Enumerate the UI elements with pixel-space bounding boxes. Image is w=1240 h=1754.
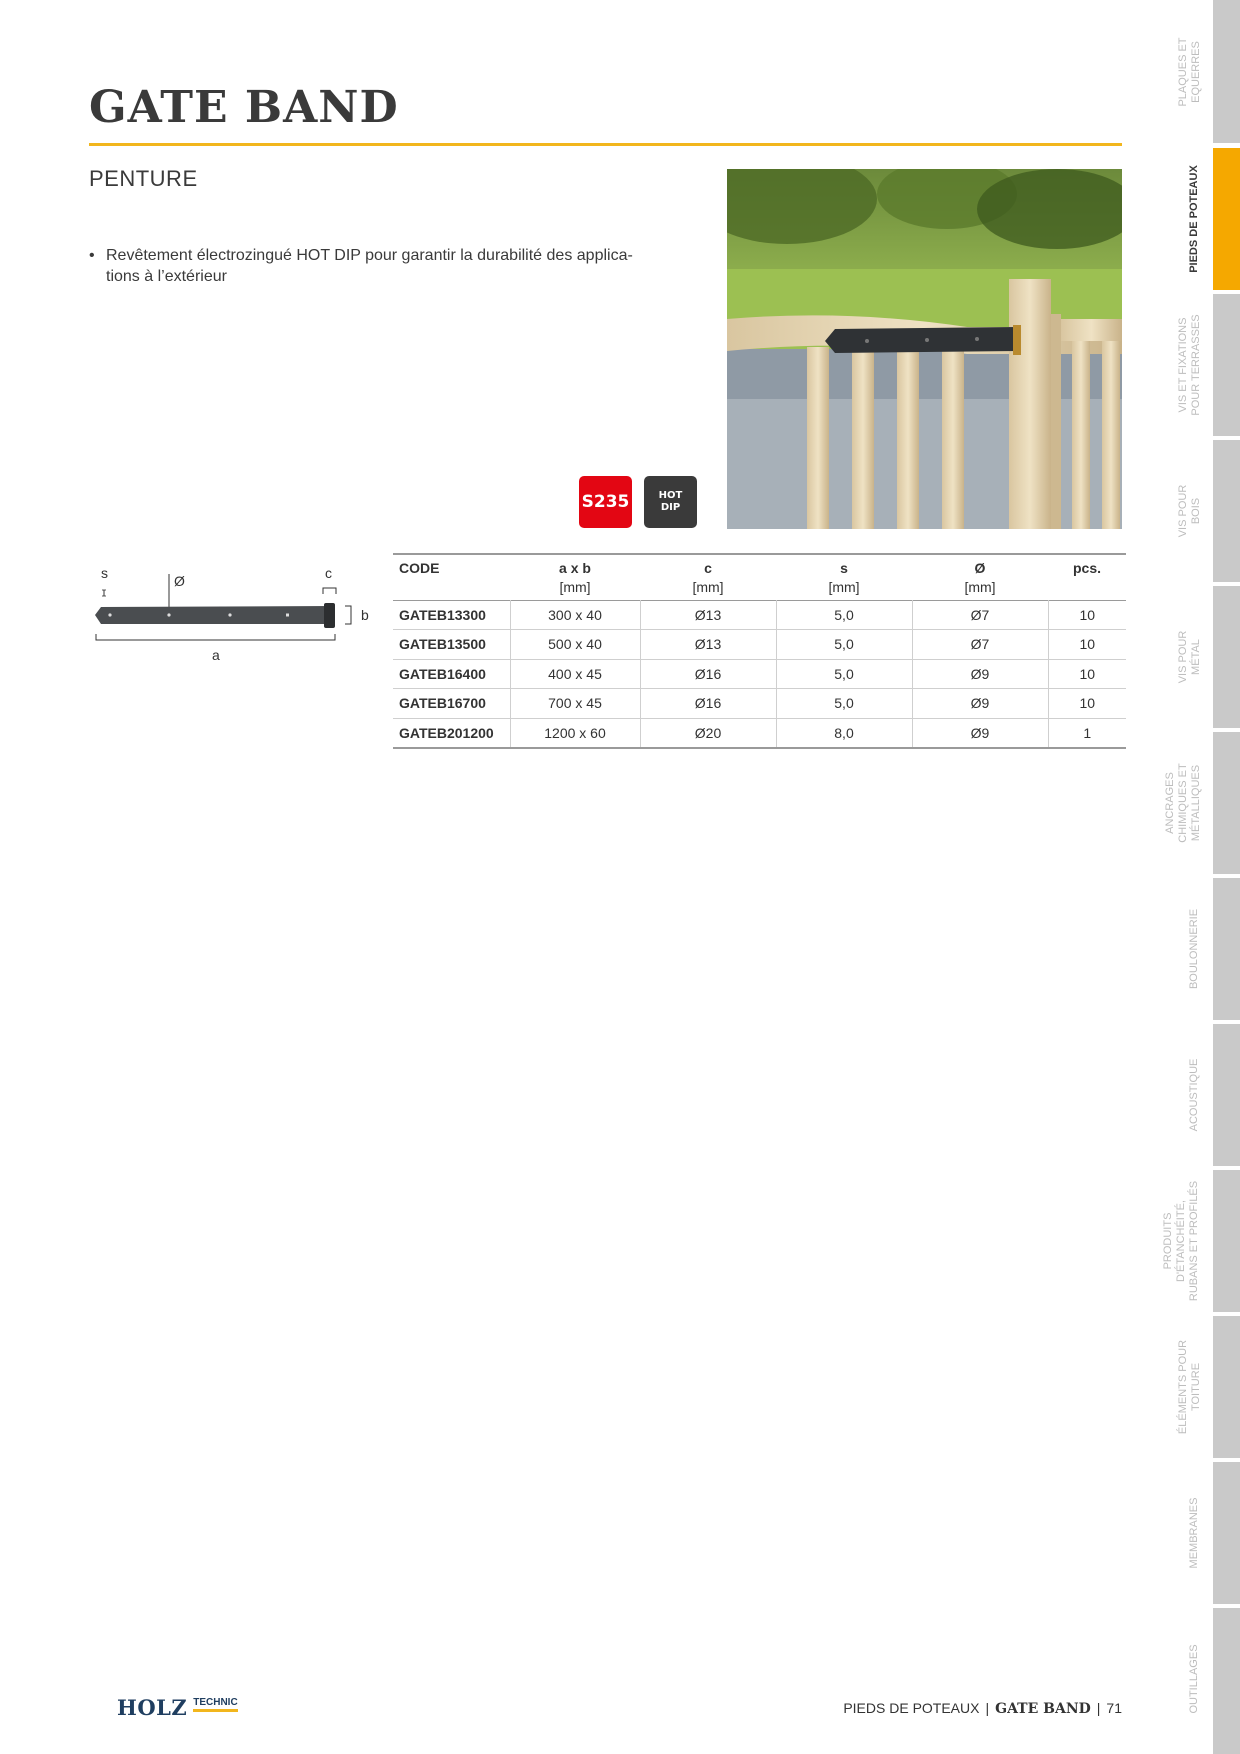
sidebar-label[interactable]: OUTILLAGES bbox=[1187, 1644, 1200, 1714]
cell-pcs: 10 bbox=[1048, 689, 1126, 719]
sidebar-item-boulonnerie[interactable] bbox=[1213, 878, 1240, 1020]
title-divider bbox=[89, 143, 1122, 146]
sidebar-label[interactable]: VIS POUR BOIS bbox=[1177, 484, 1202, 538]
product-code: GATEB13300 bbox=[393, 600, 510, 630]
cell-diameter: Ø9 bbox=[912, 659, 1048, 689]
sidebar-item-membranes[interactable] bbox=[1213, 1462, 1240, 1604]
sidebar-label[interactable]: ÉLÉMENTS POUR TOITURE bbox=[1177, 1339, 1202, 1435]
col-header-pcs: pcs. bbox=[1072, 559, 1101, 576]
sidebar-item-outillages[interactable] bbox=[1213, 1608, 1240, 1754]
sidebar-item-ancrages[interactable] bbox=[1213, 732, 1240, 874]
sidebar-label[interactable]: BOULONNERIE bbox=[1187, 908, 1200, 990]
gate-band-diagram bbox=[93, 558, 378, 668]
table-row bbox=[393, 659, 1126, 689]
sidebar-item-plaques[interactable] bbox=[1213, 0, 1240, 143]
table-row bbox=[393, 718, 1126, 748]
page-number: 71 bbox=[1106, 1700, 1122, 1716]
cell-diameter: Ø9 bbox=[912, 718, 1048, 748]
cell-s: 8,0 bbox=[776, 718, 912, 748]
sidebar-item-pieds-de-poteaux[interactable] bbox=[1213, 148, 1240, 290]
product-code: GATEB16700 bbox=[393, 689, 510, 719]
table-row bbox=[393, 630, 1126, 660]
unit-cell: [mm] bbox=[964, 578, 996, 595]
logo-subtitle: TECHNIC bbox=[193, 1697, 237, 1712]
cell-pcs: 10 bbox=[1048, 630, 1126, 660]
table-row bbox=[393, 600, 1126, 630]
sidebar-label-active[interactable]: PIEDS DE POTEAUX bbox=[1187, 165, 1200, 273]
cell-axb: 500 x 40 bbox=[510, 630, 640, 660]
unit-cell: [mm] bbox=[559, 578, 591, 595]
unit-cell: [mm] bbox=[828, 578, 860, 595]
cell-axb: 300 x 40 bbox=[510, 600, 640, 630]
col-header-axb: a x b bbox=[559, 559, 591, 576]
unit-cell: [mm] bbox=[692, 578, 724, 595]
hot-dip-badge: HOT DIP bbox=[644, 476, 697, 528]
s235-steel-badge: S235 bbox=[579, 476, 632, 528]
sidebar-item-toiture[interactable] bbox=[1213, 1316, 1240, 1458]
cell-axb: 400 x 45 bbox=[510, 659, 640, 689]
brand-logo bbox=[117, 1695, 238, 1720]
spec-table bbox=[393, 553, 1126, 749]
chapter-sidebar bbox=[1213, 0, 1240, 1754]
sidebar-label[interactable]: ANCRAGES CHIMIQUES ET MÉTALLIQUES bbox=[1163, 763, 1202, 843]
page-title: GATE BAND bbox=[89, 82, 399, 133]
table-row bbox=[393, 689, 1126, 719]
cell-pcs: 10 bbox=[1048, 659, 1126, 689]
sidebar-item-vis-terrasses[interactable] bbox=[1213, 294, 1240, 436]
col-header-s: s bbox=[840, 559, 848, 576]
sidebar-item-acoustique[interactable] bbox=[1213, 1024, 1240, 1166]
cell-c: Ø13 bbox=[640, 630, 776, 660]
cell-s: 5,0 bbox=[776, 659, 912, 689]
cell-c: Ø16 bbox=[640, 689, 776, 719]
product-photo bbox=[727, 169, 1122, 529]
sidebar-label[interactable]: PRODUITS D'ÉTANCHÉITÉ, RUBANS ET PROFILÉS bbox=[1161, 1180, 1200, 1302]
table-header-row bbox=[393, 554, 1126, 576]
sidebar-item-vis-metal[interactable] bbox=[1213, 586, 1240, 728]
sidebar-label[interactable]: VIS POUR MÉTAL bbox=[1177, 630, 1202, 684]
cell-axb: 700 x 45 bbox=[510, 689, 640, 719]
sidebar-item-etancheite[interactable] bbox=[1213, 1170, 1240, 1312]
label-diameter: Ø bbox=[174, 573, 185, 589]
gate-band-drawing bbox=[93, 558, 378, 668]
feature-list bbox=[89, 245, 689, 287]
col-header-code: CODE bbox=[399, 559, 440, 576]
sidebar-label[interactable]: PLAQUES ET EQUERRES bbox=[1177, 37, 1202, 107]
col-header-diameter: Ø bbox=[974, 559, 986, 576]
cell-s: 5,0 bbox=[776, 600, 912, 630]
feature-item: • Revêtement électrozingué HOT DIP pour garantir la durabilité des applica- tions à l’extérieur bbox=[89, 245, 689, 287]
table-units-row bbox=[393, 576, 1126, 600]
unit-cell bbox=[393, 576, 510, 600]
cell-s: 5,0 bbox=[776, 689, 912, 719]
page-subtitle: PENTURE bbox=[89, 166, 198, 191]
footer-product: GATE BAND bbox=[995, 1701, 1091, 1717]
sidebar-label[interactable]: VIS ET FIXATIONS POUR TERRASSES bbox=[1177, 314, 1202, 416]
cell-diameter: Ø7 bbox=[912, 600, 1048, 630]
cell-diameter: Ø9 bbox=[912, 689, 1048, 719]
sidebar-label[interactable]: MEMBRANES bbox=[1187, 1497, 1200, 1569]
cell-s: 5,0 bbox=[776, 630, 912, 660]
label-a: a bbox=[212, 647, 220, 663]
label-c: c bbox=[325, 565, 332, 581]
label-s: s bbox=[101, 565, 108, 581]
cell-axb: 1200 x 60 bbox=[510, 718, 640, 748]
col-header-c: c bbox=[704, 559, 712, 576]
product-code: GATEB16400 bbox=[393, 659, 510, 689]
cell-c: Ø16 bbox=[640, 659, 776, 689]
logo-wordmark: HOLZ bbox=[117, 1695, 188, 1720]
sidebar-label[interactable]: ACOUSTIQUE bbox=[1187, 1058, 1200, 1132]
cell-diameter: Ø7 bbox=[912, 630, 1048, 660]
label-b: b bbox=[361, 607, 369, 623]
unit-cell bbox=[1048, 576, 1126, 600]
gate-photo-illustration bbox=[727, 169, 1122, 529]
footer-section: PIEDS DE POTEAUX bbox=[843, 1700, 980, 1716]
cell-pcs: 1 bbox=[1048, 718, 1126, 748]
cell-c: Ø20 bbox=[640, 718, 776, 748]
product-code: GATEB201200 bbox=[393, 718, 510, 748]
cell-pcs: 10 bbox=[1048, 600, 1126, 630]
sidebar-item-vis-bois[interactable] bbox=[1213, 440, 1240, 582]
cell-c: Ø13 bbox=[640, 600, 776, 630]
product-code: GATEB13500 bbox=[393, 630, 510, 660]
page-footer: PIEDS DE POTEAUX | GATE BAND | 71 bbox=[843, 1700, 1122, 1717]
